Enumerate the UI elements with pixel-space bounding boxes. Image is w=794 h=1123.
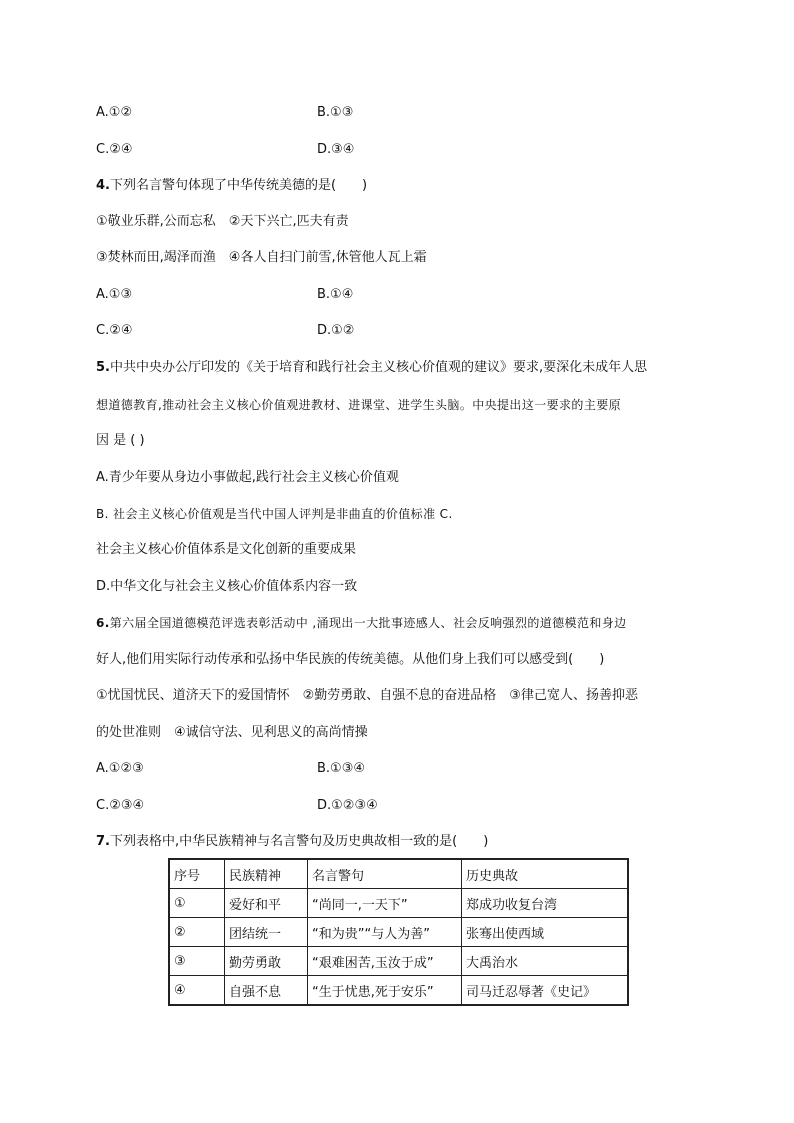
q5-option-d: D.中华文化与社会主义核心价值体系内容一致	[96, 579, 358, 594]
q5-line3: 因 是 ( )	[96, 433, 145, 448]
q3-option-a: A.①②	[96, 105, 133, 120]
q3-options-row2	[96, 141, 355, 159]
q4-stem-text: 下列名言警句体现了中华传统美德的是( )	[109, 178, 368, 193]
table-cell: ④	[169, 976, 225, 1006]
q5-option-b: B. 社会主义核心价值观是当代中国人评判是非曲直的价值标准 C.	[96, 507, 453, 521]
q4-options-row2	[96, 322, 355, 340]
q7-number: 7.	[96, 834, 110, 849]
table-cell: 郑成功收复台湾	[462, 889, 629, 918]
q6-number: 6.	[96, 616, 110, 630]
q6-option-b: B.①③④	[317, 761, 366, 776]
table-header-row	[169, 859, 628, 889]
q5-line1-text: 中共中央办公厅印发的《关于培育和践行社会主义核心价值观的建议》要求,要深化未成年人思	[109, 360, 648, 375]
q6-option-d: D.①②③④	[317, 798, 378, 813]
q5-option-a: A.青少年要从身边小事做起,践行社会主义核心价值观	[96, 470, 399, 485]
q7-table	[168, 858, 629, 1006]
table-header-cell: 序号	[169, 859, 225, 889]
table-cell: 爱好和平	[225, 889, 308, 918]
q3-option-c: C.②④	[96, 142, 133, 157]
q7-stem	[96, 833, 488, 851]
table-cell: 勤劳勇敢	[225, 947, 308, 976]
q6-options-row2	[96, 797, 378, 815]
q4-items-line2: ③焚林而田,竭泽而渔 ④各人自扫门前雪,休管他人瓦上霜	[96, 250, 427, 265]
table-row	[169, 947, 628, 976]
q7-stem-text: 下列表格中,中华民族精神与名言警句及历史典故相一致的是( )	[109, 834, 489, 849]
q3-option-b: B.①③	[317, 105, 354, 120]
q6-line1-text: 第六届全国道德模范评选表彰活动中 ,涌现出一大批事迹感人、社会反响强烈的道德模范和身边	[109, 616, 627, 630]
table-cell: ②	[169, 918, 225, 947]
table-header-cell: 历史典故	[462, 859, 629, 889]
table-row	[169, 889, 628, 918]
q4-option-d: D.①②	[317, 323, 355, 338]
table-cell: 大禹治水	[462, 947, 629, 976]
table-cell: “生于忧患,死于安乐”	[308, 976, 462, 1006]
q3-option-d: D.③④	[317, 142, 355, 157]
table-cell: ③	[169, 947, 225, 976]
q6-line2: 好人,他们用实际行动传承和弘扬中华民族的传统美德。从他们身上我们可以感受到( )	[96, 652, 605, 667]
q6-line3: ①忧国忧民、道济天下的爱国情怀 ②勤劳勇敢、自强不息的奋进品格 ③律己宽人、扬善抑恶	[96, 688, 638, 703]
table-row	[169, 976, 628, 1006]
q5-line2: 想道德教育,推动社会主义核心价值观进教材、进课堂、进学生头脑。中央提出这一要求的主要原	[96, 398, 622, 412]
table-cell: 张骞出使西域	[462, 918, 629, 947]
q4-option-c: C.②④	[96, 323, 133, 338]
table-cell: 司马迁忍辱著《史记》	[462, 976, 629, 1006]
q5-number: 5.	[96, 360, 110, 375]
q5-option-c: 社会主义核心价值体系是文化创新的重要成果	[96, 542, 357, 557]
table-cell: ①	[169, 889, 225, 918]
q4-option-a: A.①③	[96, 287, 133, 302]
q5-line1	[96, 359, 647, 377]
table-cell: 自强不息	[225, 976, 308, 1006]
q4-options-row1	[96, 286, 354, 304]
table-cell: 团结统一	[225, 918, 308, 947]
table-header-cell: 民族精神	[225, 859, 308, 889]
q4-number: 4.	[96, 178, 110, 193]
table-cell: “艰难困苦,玉汝于成”	[308, 947, 462, 976]
q6-line1	[96, 614, 627, 632]
q4-items-line1: ①敬业乐群,公而忘私 ②天下兴亡,匹夫有责	[96, 214, 349, 229]
q6-option-a: A.①②③	[96, 761, 144, 776]
table-cell: “和为贵”“与人为善”	[308, 918, 462, 947]
q4-stem	[96, 177, 367, 195]
q4-option-b: B.①④	[317, 287, 354, 302]
q3-options-row1	[96, 104, 354, 122]
q6-option-c: C.②③④	[96, 798, 145, 813]
q6-line4: 的处世准则 ④诚信守法、见利思义的高尚情操	[96, 725, 368, 740]
table-header-cell: 名言警句	[308, 859, 462, 889]
table-row	[169, 918, 628, 947]
table-cell: “尚同一,一天下”	[308, 889, 462, 918]
q6-options-row1	[96, 760, 366, 778]
